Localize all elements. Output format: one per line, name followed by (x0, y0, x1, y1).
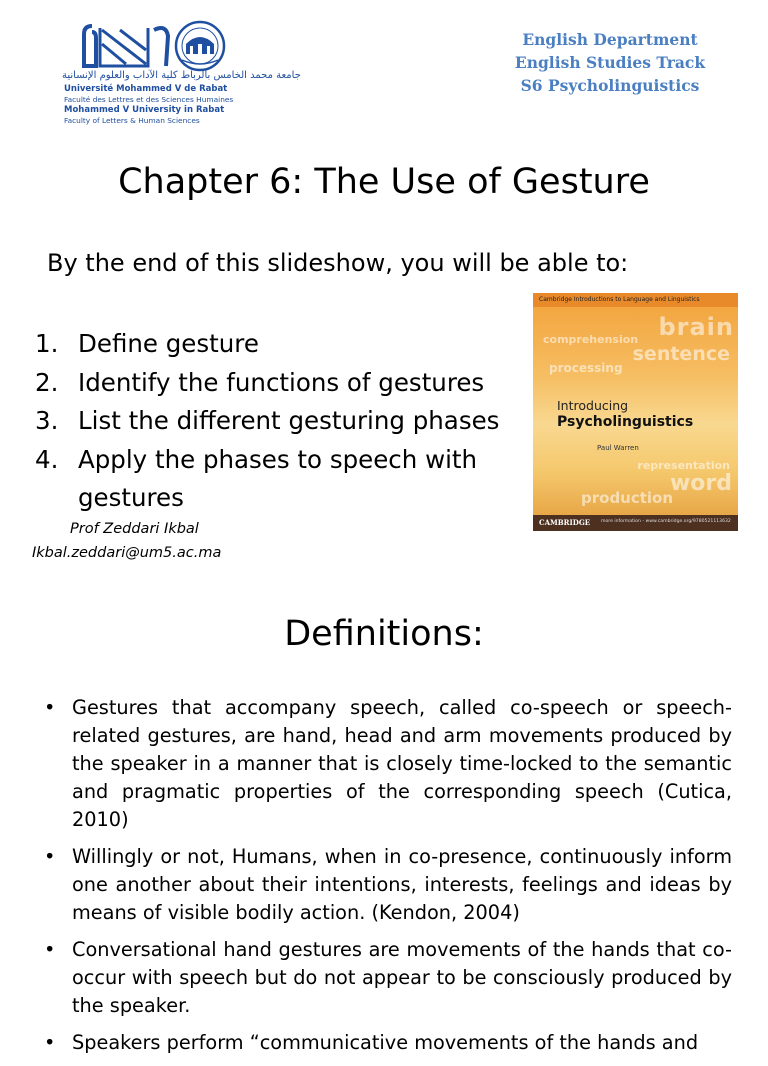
objective-item (35, 364, 518, 403)
book-word: production (581, 489, 674, 507)
objective-item (35, 441, 518, 518)
book-title-line2: Psycholinguistics (557, 414, 694, 430)
book-word: comprehension (543, 333, 639, 346)
objectives-list (35, 325, 518, 518)
book-title-line1: Introducing (557, 398, 629, 413)
department-line: English Department (522, 30, 698, 49)
bullet-icon: • (44, 845, 56, 868)
book-word: word (669, 471, 732, 496)
objective-text: Identify the functions of gestures (78, 367, 485, 397)
book-word: brain (658, 313, 734, 341)
objective-number: 3. (35, 406, 59, 435)
definition-item (44, 1029, 732, 1057)
book-word: representation (637, 459, 730, 472)
logo-arabic-text: جامعة محمد الخامس بالرباط كلية الآداب والعلوم الإنسانية (62, 70, 301, 81)
book-cover-image (533, 293, 738, 531)
definition-text: Speakers perform “communicative movements of the hands and (72, 1031, 699, 1054)
bullet-icon: • (44, 1031, 56, 1054)
objective-text: Apply the phases to speech with gestures (78, 444, 478, 512)
bullet-icon: • (44, 696, 56, 719)
objective-item (35, 402, 518, 441)
logo-faculty-fr: Faculté des Lettres et des Sciences Humaines (64, 95, 234, 104)
department-info (500, 28, 720, 97)
chapter-title: Chapter 6: The Use of Gesture (118, 162, 650, 202)
objective-number: 4. (35, 444, 59, 474)
track-line: English Studies Track (514, 53, 706, 72)
definition-text: Willingly or not, Humans, when in co-presence, continuously inform one another about their intentions, interests, feelings and ideas by means of visible bodily action. (Kendon, 2004) (72, 845, 732, 924)
bullet-icon: • (44, 938, 56, 961)
book-publisher: CAMBRIDGE (539, 518, 591, 527)
objective-number: 1. (35, 329, 59, 358)
university-logo (62, 20, 301, 125)
logo-university-en: Mohammed V University in Rabat (64, 105, 225, 115)
objective-text: Define gesture (78, 329, 259, 358)
objective-number: 2. (35, 367, 59, 397)
definition-text: Gestures that accompany speech, called co-speech or speech-related gestures, are hand, head and arm movements produced by the speaker in a manner that is closely time-locked to the semantic and pragmatic properties of the corresponding speech (Cutica, 2010) (72, 696, 732, 831)
logo-faculty-en: Faculty of Letters & Human Sciences (64, 116, 200, 125)
objectives-intro: By the end of this slideshow, you will be able to: (47, 249, 629, 277)
book-more-info: more information - www.cambridge.org/9780521113632 (601, 519, 731, 524)
book-word: sentence (632, 343, 730, 365)
definition-item (44, 936, 732, 1020)
objective-item (35, 325, 518, 364)
definition-item (44, 843, 732, 927)
objective-text: List the different gesturing phases (78, 406, 500, 435)
university-emblem-icon (62, 20, 274, 72)
professor-email: Ikbal.zeddari@um5.ac.ma (32, 545, 222, 561)
definition-item (44, 694, 732, 834)
book-word: processing (549, 361, 623, 375)
book-author: Paul Warren (597, 444, 639, 452)
definition-text: Conversational hand gestures are movements of the hands that co-occur with speech but do not appear to be consciously produced by the speaker. (72, 938, 732, 1017)
definitions-list (44, 694, 732, 1066)
book-series: Cambridge Introductions to Language and Linguistics (539, 296, 700, 303)
logo-university-fr: Université Mohammed V de Rabat (64, 84, 228, 94)
definitions-title: Definitions: (284, 614, 484, 654)
professor-name: Prof Zeddari Ikbal (70, 521, 199, 537)
course-line: S6 Psycholinguistics (520, 76, 700, 95)
